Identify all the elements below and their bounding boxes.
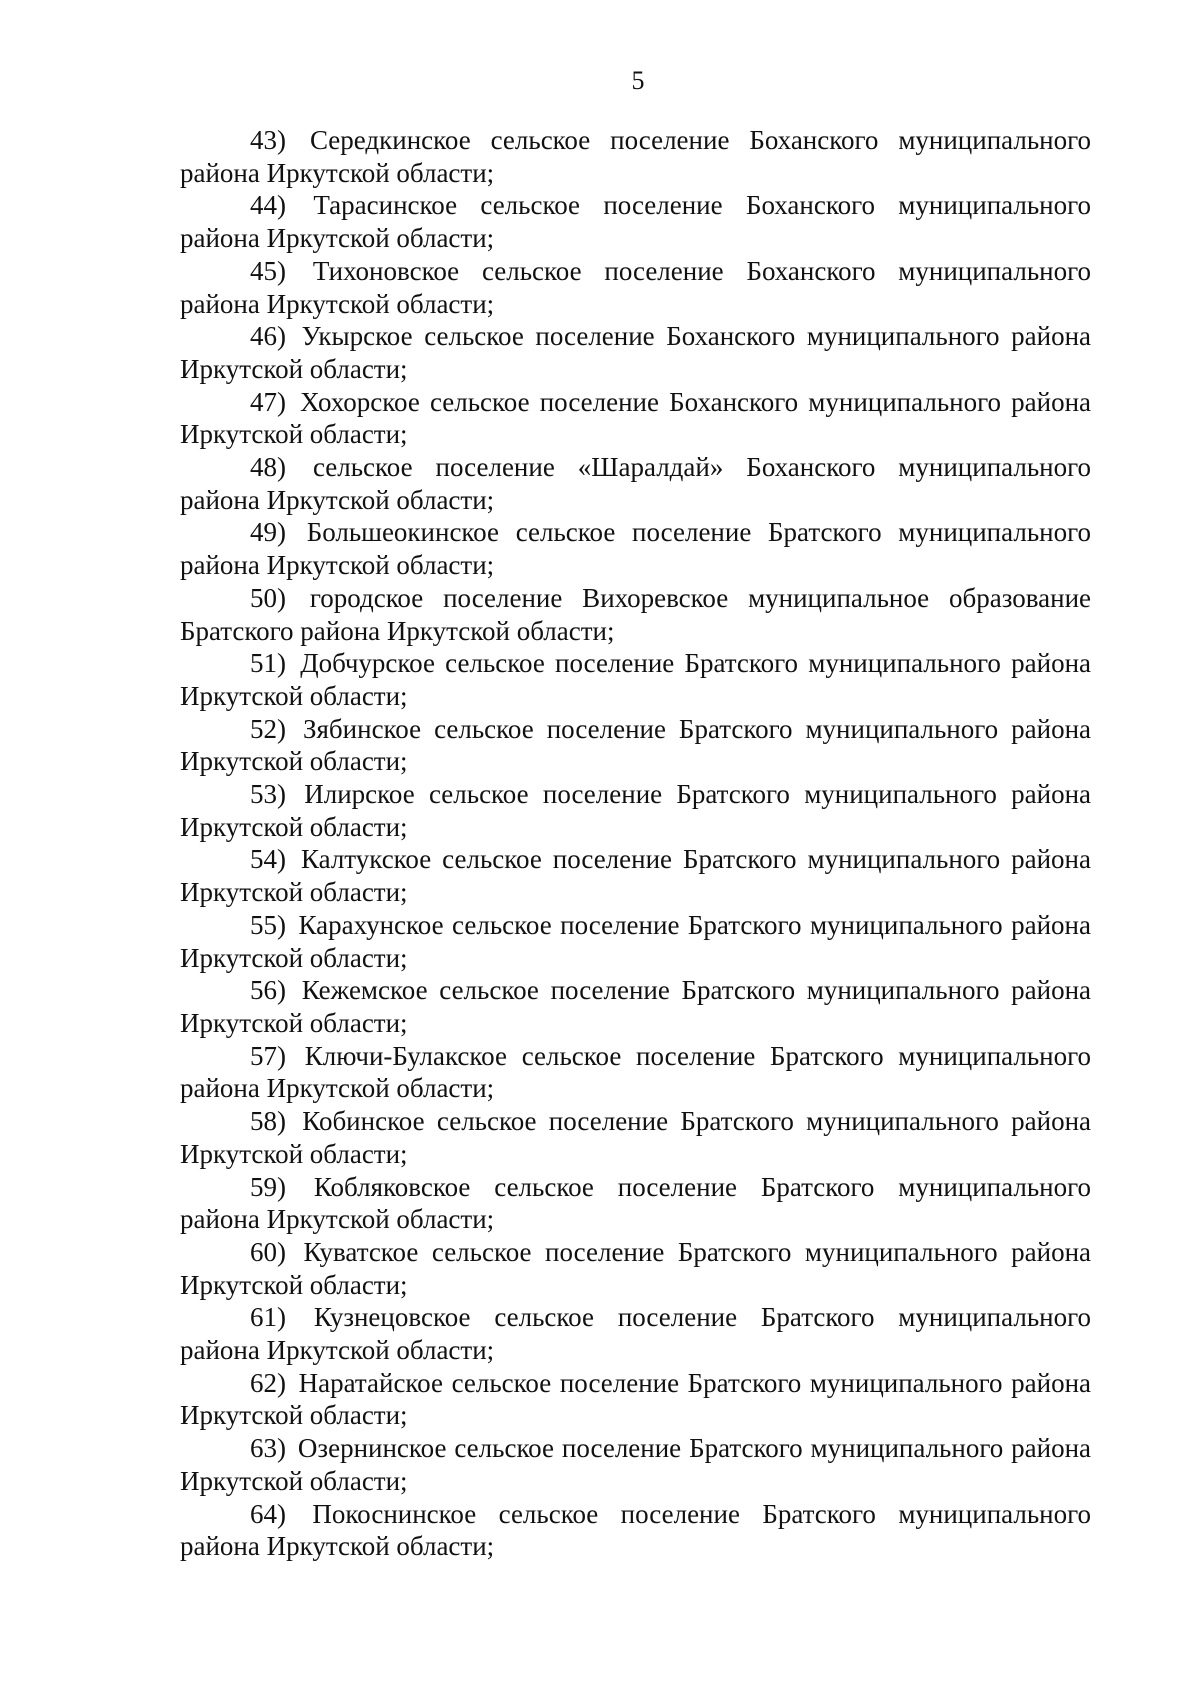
list-item xyxy=(180,1171,1091,1236)
item-text: Карахунское сельское поселение Братского муниципального района Иркутской области; xyxy=(180,909,1091,973)
item-number: 48) xyxy=(250,452,286,483)
item-number: 61) xyxy=(250,1302,286,1333)
item-number: 64) xyxy=(250,1498,286,1529)
item-text: городское поселение Вихоревское муниципальное образование Братского района Иркутской области; xyxy=(180,582,1091,646)
item-text: Тихоновское сельское поселение Боханского муниципального района Иркутской области; xyxy=(180,255,1091,319)
list-item xyxy=(180,1301,1091,1366)
item-number: 46) xyxy=(250,321,286,352)
item-number: 54) xyxy=(250,844,286,875)
item-text: Кобляковское сельское поселение Братского муниципального района Иркутской области; xyxy=(180,1171,1091,1235)
item-text: Середкинское сельское поселение Боханского муниципального района Иркутской области; xyxy=(180,125,1092,188)
item-number: 47) xyxy=(250,386,286,417)
item-number: 53) xyxy=(250,779,286,810)
item-text: Зябинское сельское поселение Братского муниципального района Иркутской области; xyxy=(180,713,1092,777)
item-number: 60) xyxy=(250,1236,286,1267)
list-item xyxy=(180,909,1091,974)
item-text: Ключи-Булакское сельское поселение Братского муниципального района Иркутской области; xyxy=(180,1040,1091,1104)
item-number: 59) xyxy=(250,1171,286,1202)
item-number: 55) xyxy=(250,909,286,940)
item-text: Добчурское сельское поселение Братского муниципального района Иркутской области; xyxy=(180,648,1092,711)
item-text: Кузнецовское сельское поселение Братского муниципального района Иркутской области; xyxy=(180,1302,1091,1366)
list-item xyxy=(180,974,1091,1039)
list-item xyxy=(180,386,1091,451)
list-item xyxy=(180,1432,1091,1497)
item-number: 44) xyxy=(250,190,286,221)
item-text: Кежемское сельское поселение Братского муниципального района Иркутской области; xyxy=(180,975,1091,1038)
item-text: Озернинское сельское поселение Братского муниципального района Иркутской области; xyxy=(180,1433,1092,1496)
item-text: Укырское сельское поселение Боханского муниципального района Иркутской области; xyxy=(180,321,1091,384)
list-item xyxy=(180,124,1091,189)
list-item xyxy=(180,1236,1091,1301)
list-item xyxy=(180,1367,1091,1432)
item-number: 58) xyxy=(250,1106,286,1137)
list-item xyxy=(180,1105,1091,1170)
item-number: 51) xyxy=(250,648,286,679)
list-item xyxy=(180,516,1091,581)
list-item xyxy=(180,582,1091,647)
list-item xyxy=(180,255,1091,320)
item-text: Кобинское сельское поселение Братского муниципального района Иркутской области; xyxy=(180,1106,1092,1169)
item-text: Тарасинское сельское поселение Боханского муниципального района Иркутской области; xyxy=(180,190,1092,254)
item-number: 50) xyxy=(250,582,286,613)
list-item xyxy=(180,1040,1091,1105)
item-number: 57) xyxy=(250,1040,286,1071)
item-number: 52) xyxy=(250,713,286,744)
list-item xyxy=(180,451,1091,516)
settlement-list xyxy=(180,124,1091,1563)
list-item xyxy=(180,320,1091,385)
item-text: Хохорское сельское поселение Боханского муниципального района Иркутской области; xyxy=(180,386,1091,450)
list-item xyxy=(180,1498,1091,1563)
item-number: 49) xyxy=(250,517,286,548)
item-text: Илирское сельское поселение Братского муниципального района Иркутской области; xyxy=(180,779,1092,842)
item-text: Калтукское сельское поселение Братского муниципального района Иркутской области; xyxy=(180,844,1091,908)
item-text: сельское поселение «Шаралдай» Боханского муниципального района Иркутской области; xyxy=(180,452,1091,515)
item-text: Покоснинское сельское поселение Братского муниципального района Иркутской области; xyxy=(180,1498,1092,1562)
item-number: 62) xyxy=(250,1367,286,1398)
list-item xyxy=(180,713,1091,778)
item-number: 56) xyxy=(250,975,286,1006)
item-number: 63) xyxy=(250,1433,286,1464)
list-item xyxy=(180,189,1091,254)
item-text: Большеокинское сельское поселение Братского муниципального района Иркутской области; xyxy=(180,517,1091,581)
list-item xyxy=(180,843,1091,908)
item-number: 43) xyxy=(250,125,286,155)
item-number: 45) xyxy=(250,255,286,286)
item-text: Куватское сельское поселение Братского муниципального района Иркутской области; xyxy=(180,1236,1091,1300)
item-text: Наратайское сельское поселение Братского муниципального района Иркутской области; xyxy=(180,1367,1091,1431)
list-item xyxy=(180,778,1091,843)
list-item xyxy=(180,647,1091,712)
page-number: 5 xyxy=(631,66,645,95)
